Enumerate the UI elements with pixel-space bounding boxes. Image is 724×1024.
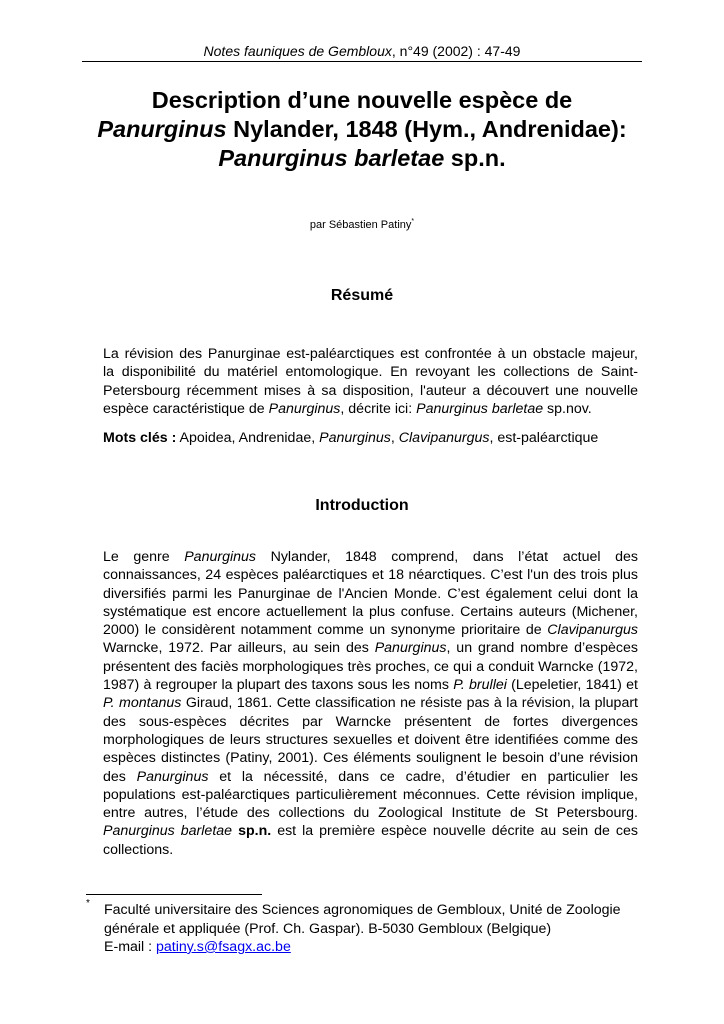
text-line [86, 676, 638, 694]
text-run: présentent des faciès morphologiques très proches, ce qui a conduit Warncke (1972, [103, 658, 638, 675]
text-run: Giraud, 1861. Cette classification ne résiste pas à la révision, la plupart [181, 695, 638, 712]
keywords-paragraph [86, 429, 638, 447]
email-label: E-mail : [104, 939, 157, 955]
text-line [86, 548, 638, 566]
italic-taxon: P. brullei [453, 677, 507, 694]
text-run: connaissances, 24 espèces paléarctiques et 18 néarctiques. C’est l'un des trois plus [103, 567, 638, 584]
title-line-3-rest: sp.n. [444, 145, 506, 171]
title-genus: Panurginus [97, 116, 227, 142]
header-rule [82, 61, 642, 62]
author-line [82, 218, 642, 232]
text-run: sp.nov. [543, 400, 592, 417]
footnote-rule [86, 894, 262, 895]
footnote [104, 901, 638, 957]
text-run: espèces distinctes (Patiny, 2001). Ces éléments soulignent le besoin d’une révision [103, 750, 638, 767]
footnote-affiliation-line-1: Faculté universitaire des Sciences agronomiques de Gembloux, Unité de Zoologie [104, 902, 621, 918]
text-line [86, 713, 638, 731]
text-line [86, 363, 638, 381]
issue-info: , n°49 (2002) : 47-49 [391, 43, 521, 59]
text-run: 2000) le considèrent notamment comme un synonyme prioritaire de [103, 622, 548, 639]
text-run: collections. [103, 841, 174, 858]
title-line-1: Description d’une nouvelle espèce de [151, 87, 573, 113]
resume-paragraph [86, 345, 638, 418]
text-run: systématique est encore actuellement la plus confuse. Certains auteurs (Michener, [103, 603, 638, 620]
text-line [86, 566, 638, 584]
text-run: Nylander, 1848 comprend, dans l’état actuel des [256, 549, 638, 565]
footnote-affiliation-line-2: générale et appliquée (Prof. Ch. Gaspar). B-5030 Gembloux (Belgique) [104, 920, 552, 937]
text-run: diversifiés parmi les Panurginae de l'Ancien Monde. C’est également celui dont la [103, 585, 638, 602]
text-line [86, 382, 638, 400]
keyword-taxon: Clavipanurgus [398, 430, 490, 446]
text-run: Warncke, 1972. Par ailleurs, au sein des [103, 640, 375, 657]
author-footnote-mark: * [411, 218, 415, 225]
text-line [86, 841, 638, 859]
text-line [86, 621, 638, 639]
text-run: 1987) à regrouper la plupart des taxons sous les noms [103, 677, 454, 694]
text-run: est la première espèce nouvelle décrite au sein de ces [271, 823, 639, 840]
text-run: espèce caractéristique de [103, 400, 269, 417]
italic-taxon: Clavipanurgus [547, 622, 638, 639]
italic-taxon: Panurginus barletae [103, 823, 233, 840]
keyword-text: , est-paléarctique [489, 430, 599, 446]
footnote-mark: * [86, 898, 90, 909]
introduction-heading: Introduction [315, 497, 409, 514]
text-run: et la nécessité, dans ce cadre, d’étudier en particulier les [208, 768, 638, 785]
text-run: la disponibilité du matériel entomologique. En revoyant les collections de Saint- [103, 364, 638, 381]
text-run: populations est-paléarctiques particulièrement méconnues. Cette révision implique, [103, 786, 638, 803]
text-run: (Lepeletier, 1841) et [506, 677, 638, 694]
keyword-text: , [390, 430, 399, 446]
text-line [86, 804, 638, 822]
text-run: La révision des Panurginae est-paléarctiques est confrontée à un obstacle majeur, [103, 346, 638, 362]
text-line [86, 822, 638, 840]
text-line [86, 694, 638, 712]
text-line [86, 658, 638, 676]
italic-taxon: Panurginus [184, 549, 256, 565]
italic-taxon: Panurginus [136, 768, 209, 785]
text-run: , un grand nombre d’espèces [446, 640, 638, 657]
text-run: , décrite ici: [340, 400, 417, 417]
italic-taxon: P. montanus [103, 695, 182, 712]
text-line [86, 731, 638, 749]
keywords-label: Mots clés : [103, 430, 177, 446]
keyword-text: Apoidea, Andrenidae, [176, 430, 320, 446]
text-line [86, 786, 638, 804]
footnote-email-line [104, 938, 638, 957]
title-line-3 [82, 144, 642, 173]
text-line [86, 400, 638, 418]
italic-taxon: Panurginus barletae [416, 400, 544, 417]
title-line-2-rest: Nylander, 1848 (Hym., Andrenidae): [226, 116, 627, 142]
text-line [86, 603, 638, 621]
text-run: morphologiques de leurs structures sexuelles et doivent être identifiées comme des [103, 731, 638, 748]
text-run: Petersbourg récemment mises à sa disposition, l'auteur a découvert une nouvelle [103, 382, 638, 399]
email-link[interactable]: patiny.s@fsagx.ac.be [156, 939, 291, 955]
text-line [86, 585, 638, 603]
italic-taxon: Panurginus [374, 640, 447, 657]
author-name: par Sébastien Patiny [309, 219, 412, 231]
introduction-paragraph [86, 548, 638, 859]
text-line [86, 749, 638, 767]
article-title [82, 86, 642, 173]
title-line-2 [82, 115, 642, 144]
text-run: des sous-espèces décrites par Warncke présentent de fortes divergences [103, 713, 638, 730]
text-line [86, 345, 638, 363]
keyword-taxon: Panurginus [319, 430, 391, 446]
resume-heading: Résumé [330, 287, 394, 304]
text-line [86, 768, 638, 786]
italic-taxon: Panurginus [268, 400, 341, 417]
text-run: des [103, 768, 137, 785]
text-run: entre autres, l’étude des collections du Zoological Institute de St Petersbourg. [103, 805, 638, 822]
running-header [82, 42, 642, 60]
text-run: Le genre [103, 549, 185, 565]
journal-name: Notes fauniques de Gembloux [203, 43, 392, 59]
title-species: Panurginus barletae [218, 145, 445, 171]
text-line [86, 639, 638, 657]
bold-text: sp.n. [238, 823, 272, 840]
